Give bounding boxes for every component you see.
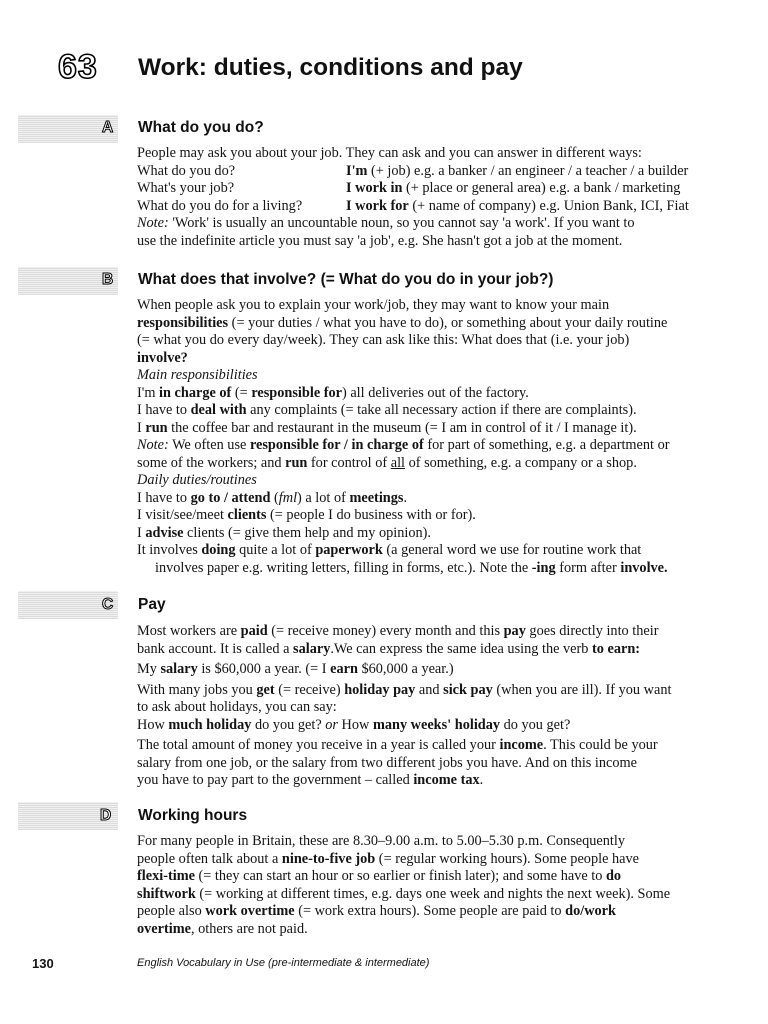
text: . xyxy=(479,772,484,788)
example-line xyxy=(137,560,741,578)
example-line xyxy=(137,542,741,560)
text: (= they can start an hour or so earlier or finish later); and some have to xyxy=(194,868,606,884)
text: some of the workers; and xyxy=(137,454,286,471)
paragraph-line xyxy=(137,623,741,641)
text: (when you are ill). If you want xyxy=(492,681,672,698)
term: shiftwork xyxy=(137,885,196,902)
page-number: 130 xyxy=(32,956,54,971)
text: With many jobs you xyxy=(137,681,257,698)
register-label: fml xyxy=(278,489,298,506)
qa-row xyxy=(137,180,741,198)
text: I have to xyxy=(137,402,191,418)
answer-detail: (+ job) e.g. a banker / an engineer / a teacher / a builder xyxy=(367,162,689,179)
text: quite a lot of xyxy=(235,542,316,558)
text: any complaints (= take all necessary action if there are complaints). xyxy=(246,402,637,418)
note-line xyxy=(137,215,741,233)
term: do xyxy=(605,868,622,884)
section-letter: A xyxy=(102,119,114,136)
example-line xyxy=(137,525,741,543)
text: (= people I do business with or for). xyxy=(266,507,476,523)
text: Most workers are xyxy=(137,623,241,639)
term: work overtime xyxy=(205,903,295,919)
answer-key: I work in xyxy=(346,180,403,196)
text: (= working at different times, e.g. days one week and nights the next week). Some xyxy=(195,885,671,902)
paragraph-line: salary from one job, or the salary from two different jobs you have. And on this income xyxy=(137,754,638,771)
text: The total amount of money you receive in a year is called your xyxy=(137,737,500,753)
paragraph-line xyxy=(137,921,741,939)
term: meetings xyxy=(349,489,404,506)
example-line xyxy=(137,420,741,438)
paragraph-line xyxy=(137,350,741,368)
term: doing xyxy=(201,542,236,558)
book-title: English Vocabulary in Use (pre-intermediate & intermediate) xyxy=(137,957,430,969)
underlined-word: all xyxy=(390,454,406,471)
text: goes directly into their xyxy=(525,623,659,639)
section-letter: B xyxy=(102,271,114,288)
term: deal with xyxy=(190,402,247,418)
term: many weeks' holiday xyxy=(372,716,501,733)
text: and xyxy=(415,681,444,698)
text: ) a lot of xyxy=(297,489,350,506)
paragraph-line: (= what you do every day/week). They can ask like this: What does that (i.e. your job) xyxy=(137,332,630,348)
note-label: Note: xyxy=(137,437,169,453)
text: I xyxy=(137,524,146,541)
text: (= xyxy=(231,384,252,401)
text: . xyxy=(403,489,408,506)
term: paperwork xyxy=(315,542,383,558)
section-body xyxy=(137,833,741,938)
paragraph-line: People may ask you about your job. They can ask and you can answer in different ways: xyxy=(137,145,642,161)
term: income xyxy=(499,737,544,753)
example-line xyxy=(137,490,741,508)
text: bank account. It is called a xyxy=(137,640,294,657)
term: nine-to-five job xyxy=(281,850,376,867)
text: How xyxy=(137,716,169,733)
text: (= work extra hours). Some people are paid to xyxy=(294,903,566,919)
text: for part of something, e.g. a department or xyxy=(423,437,670,453)
term: income tax xyxy=(413,772,480,788)
text: I have to xyxy=(137,489,191,506)
term: go to / attend xyxy=(190,489,271,506)
paragraph-line xyxy=(137,772,741,790)
answer-detail: (+ name of company) e.g. Union Bank, ICI, Fiat xyxy=(408,197,689,214)
text: people also xyxy=(137,903,206,919)
note-text: 'Work' is usually an uncountable noun, so you cannot say 'a work'. If you want to xyxy=(168,215,635,231)
page-title: Work: duties, conditions and pay xyxy=(138,54,523,81)
term: in charge of xyxy=(159,384,232,401)
paragraph-line: For many people in Britain, these are 8.30–9.00 a.m. to 5.00–5.30 p.m. Consequently xyxy=(137,833,626,849)
text: of something, e.g. a company or a shop. xyxy=(405,454,637,471)
subheading xyxy=(137,367,741,385)
term: overtime xyxy=(137,920,191,937)
text: clients (= give them help and my opinion). xyxy=(183,524,431,541)
text: $60,000 a year.) xyxy=(357,661,454,677)
text: (= receive) xyxy=(274,681,345,698)
term: flexi-time xyxy=(137,868,195,884)
term: pay xyxy=(503,623,526,639)
text: do you get? xyxy=(500,716,571,733)
answer-detail: (+ place or general area) e.g. a bank / marketing xyxy=(402,180,681,196)
text: I'm xyxy=(137,384,160,401)
term: get xyxy=(256,681,275,698)
example-line xyxy=(137,507,741,525)
text: the coffee bar and restaurant in the museum (= I am in control of it / I manage it). xyxy=(167,419,637,436)
text: , others are not paid. xyxy=(190,920,308,937)
example-line xyxy=(137,717,741,735)
text: ) all deliveries out of the factory. xyxy=(342,384,529,401)
text: How xyxy=(337,716,373,733)
text: We often use xyxy=(168,437,250,453)
text: form after xyxy=(555,559,621,576)
paragraph-line xyxy=(137,641,741,659)
question: What do you do? xyxy=(137,162,236,179)
term: clients xyxy=(227,507,267,523)
text: It involves xyxy=(137,542,202,558)
note-line: use the indefinite article you must say 'a job', e.g. She hasn't got a job at the moment. xyxy=(137,232,623,249)
paragraph-line xyxy=(137,315,741,333)
text: (= receive money) every month and this xyxy=(267,623,504,639)
paragraph-line xyxy=(137,851,741,869)
example-line xyxy=(137,385,741,403)
text: My xyxy=(137,661,161,677)
term: responsible for xyxy=(251,384,342,401)
question: What's your job? xyxy=(137,180,235,196)
text: (a general word we use for routine work that xyxy=(382,542,642,558)
text: .We can express the same idea using the verb xyxy=(330,640,593,657)
subheading-text: Daily duties/routines xyxy=(137,472,257,488)
section-letter: C xyxy=(102,596,114,613)
term: do/work xyxy=(565,903,616,919)
subheading-text: Main responsibilities xyxy=(137,367,258,383)
note-line xyxy=(137,455,741,473)
paragraph-line: to ask about holidays, you can say: xyxy=(137,699,337,715)
section-heading: What does that involve? (= What do you do in your job?) xyxy=(138,271,554,288)
example-line xyxy=(137,661,741,679)
unit-number: 63 xyxy=(58,48,98,86)
text: for control of xyxy=(307,454,391,471)
section-body xyxy=(137,297,741,577)
paragraph-line: When people ask you to explain your work/job, they may want to know your main xyxy=(137,297,610,313)
term: responsibilities xyxy=(137,314,229,331)
subheading xyxy=(137,472,741,490)
note-line xyxy=(137,437,741,455)
term: involve. xyxy=(620,559,668,576)
term: run xyxy=(145,419,168,436)
paragraph-line xyxy=(137,903,741,921)
text: . This could be your xyxy=(543,737,658,753)
term: holiday pay xyxy=(344,681,416,698)
term: salary xyxy=(160,661,198,677)
paragraph-line xyxy=(137,682,741,700)
section-body xyxy=(137,145,741,250)
paragraph-line xyxy=(137,737,741,755)
text: you have to pay part to the government – called xyxy=(137,772,414,788)
text: is $60,000 a year. (= I xyxy=(197,661,331,677)
term: responsible for / in charge of xyxy=(249,437,424,453)
text: I visit/see/meet xyxy=(137,507,228,523)
term: salary xyxy=(293,640,331,657)
text: do you get? xyxy=(251,716,326,733)
qa-row xyxy=(137,198,741,216)
term: -ing xyxy=(531,559,556,576)
term: paid xyxy=(240,623,268,639)
section-heading: Pay xyxy=(138,596,166,613)
section-heading: Working hours xyxy=(138,807,248,824)
connector: or xyxy=(325,716,338,733)
example-line xyxy=(137,402,741,420)
note-label: Note: xyxy=(137,215,169,231)
text: (= your duties / what you have to do), or something about your daily routine xyxy=(228,314,668,331)
text: involves paper e.g. writing letters, filling in forms, etc.). Note the xyxy=(155,559,532,576)
text: ( xyxy=(270,489,279,506)
qa-row xyxy=(137,163,741,181)
section-body xyxy=(137,623,741,790)
question: What do you do for a living? xyxy=(137,197,303,214)
text: I xyxy=(137,419,146,436)
term: to earn: xyxy=(592,640,641,657)
term: much holiday xyxy=(168,716,252,733)
paragraph-line xyxy=(137,868,741,886)
section-letter: D xyxy=(100,807,112,824)
section-heading: What do you do? xyxy=(138,119,264,136)
answer-key: I work for xyxy=(346,197,409,214)
text: (= regular working hours). Some people have xyxy=(375,850,639,867)
term: run xyxy=(285,454,308,471)
text: people often talk about a xyxy=(137,850,282,867)
term: sick pay xyxy=(443,681,493,698)
answer-key: I'm xyxy=(346,162,368,179)
paragraph-line xyxy=(137,886,741,904)
term: advise xyxy=(145,524,184,541)
term: earn xyxy=(330,661,358,677)
term: involve? xyxy=(137,349,188,366)
